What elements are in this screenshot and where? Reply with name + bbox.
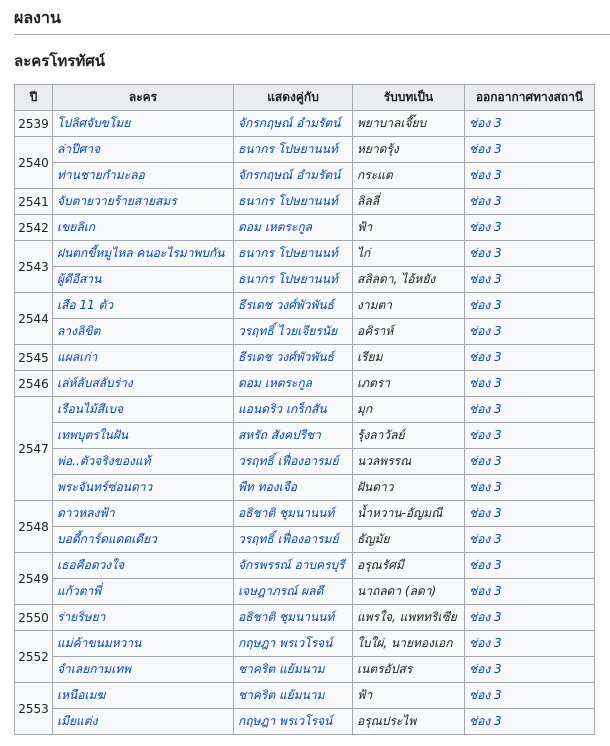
title-cell xyxy=(53,579,234,605)
station-link[interactable]: ช่อง 3 xyxy=(469,350,502,364)
co-star-cell xyxy=(234,423,353,449)
co-star-cell xyxy=(234,579,353,605)
table-row xyxy=(15,111,595,137)
station-link[interactable]: ช่อง 3 xyxy=(469,376,502,390)
table-row xyxy=(15,605,595,631)
station-link[interactable]: ช่อง 3 xyxy=(469,714,502,728)
year-cell: 2549 xyxy=(15,553,53,605)
drama-title-link[interactable]: ล่าปีศาจ xyxy=(57,142,101,156)
role-cell: ฝันดาว xyxy=(353,475,465,501)
subsection-heading: ละครโทรทัศน์ xyxy=(14,52,106,70)
title-cell xyxy=(53,423,234,449)
tv-drama-table xyxy=(14,84,595,735)
table-row xyxy=(15,657,595,683)
station-link[interactable]: ช่อง 3 xyxy=(469,402,502,416)
station-cell xyxy=(465,319,595,345)
co-star-cell xyxy=(234,449,353,475)
drama-title-link[interactable]: เมียแต่ง xyxy=(57,714,98,728)
co-star-cell xyxy=(234,163,353,189)
station-cell xyxy=(465,111,595,137)
role-cell: ธัญมัย xyxy=(353,527,465,553)
station-cell xyxy=(465,449,595,475)
role-cell: เรียม xyxy=(353,345,465,371)
station-link[interactable]: ช่อง 3 xyxy=(469,584,502,598)
drama-title-link[interactable]: เรือนไม้สีเบจ xyxy=(57,402,123,416)
drama-title-link[interactable]: จำเลยกามเทพ xyxy=(57,662,132,676)
station-cell xyxy=(465,293,595,319)
table-row xyxy=(15,163,595,189)
station-link[interactable]: ช่อง 3 xyxy=(469,272,502,286)
station-link[interactable]: ช่อง 3 xyxy=(469,454,502,468)
drama-title-link[interactable]: แก้วตาพี่ xyxy=(57,584,102,598)
co-star-cell xyxy=(234,631,353,657)
year-cell: 2539 xyxy=(15,111,53,137)
station-link[interactable]: ช่อง 3 xyxy=(469,324,502,338)
station-cell xyxy=(465,475,595,501)
station-cell xyxy=(465,215,595,241)
role-cell: นาถลดา (ลดา) xyxy=(353,579,465,605)
station-cell xyxy=(465,241,595,267)
table-row xyxy=(15,501,595,527)
station-cell xyxy=(465,163,595,189)
role-cell: ลิลลี่ xyxy=(353,189,465,215)
table-row xyxy=(15,215,595,241)
title-cell xyxy=(53,449,234,475)
title-cell xyxy=(53,631,234,657)
year-cell: 2546 xyxy=(15,371,53,397)
co-star-link[interactable]: ชาคริต แย้มนาม xyxy=(238,688,325,702)
table-row xyxy=(15,241,595,267)
drama-title-link[interactable]: เขยลิเก xyxy=(57,220,96,234)
co-star-link[interactable]: อธิชาติ ชุมนานนท์ xyxy=(238,506,335,520)
title-cell xyxy=(53,319,234,345)
drama-title-link[interactable]: แม่ค้าขนมหวาน xyxy=(57,636,142,650)
co-star-cell xyxy=(234,397,353,423)
station-cell xyxy=(465,527,595,553)
co-star-link[interactable]: พีท ทองเจือ xyxy=(238,480,297,494)
station-cell xyxy=(465,631,595,657)
year-cell: 2550 xyxy=(15,605,53,631)
co-star-link[interactable]: กฤษฎา พรเวโรจน์ xyxy=(238,714,333,728)
table-row xyxy=(15,709,595,735)
role-cell: ฟ้า xyxy=(353,215,465,241)
title-cell xyxy=(53,371,234,397)
co-star-link[interactable]: ดอม เหตระกูล xyxy=(238,220,313,234)
table-row xyxy=(15,397,595,423)
station-link[interactable]: ช่อง 3 xyxy=(469,298,502,312)
co-star-link[interactable]: ธนากร โปษยานนท์ xyxy=(238,272,338,286)
table-row xyxy=(15,137,595,163)
role-cell: น้ำหวาน-อัญมณี xyxy=(353,501,465,527)
co-star-cell xyxy=(234,241,353,267)
co-star-cell xyxy=(234,111,353,137)
title-cell xyxy=(53,553,234,579)
co-star-link[interactable]: ธนากร โปษยานนท์ xyxy=(238,142,338,156)
co-star-cell xyxy=(234,475,353,501)
station-link[interactable]: ช่อง 3 xyxy=(469,246,502,260)
co-star-cell xyxy=(234,137,353,163)
role-cell: อรุณรัศมี xyxy=(353,553,465,579)
co-star-link[interactable]: แอนดริว เกร็กสัน xyxy=(238,402,327,416)
station-link[interactable]: ช่อง 3 xyxy=(469,220,502,234)
year-cell: 2544 xyxy=(15,293,53,345)
title-cell xyxy=(53,267,234,293)
drama-title-link[interactable]: ท่านชายกำมะลอ xyxy=(57,168,145,182)
co-star-cell xyxy=(234,553,353,579)
year-cell: 2545 xyxy=(15,345,53,371)
station-cell xyxy=(465,345,595,371)
station-link[interactable]: ช่อง 3 xyxy=(469,480,502,494)
role-cell: รุ้งลาวัลย์ xyxy=(353,423,465,449)
co-star-cell xyxy=(234,371,353,397)
drama-title-link[interactable]: บอดี้การ์ดแดดเดียว xyxy=(57,532,157,546)
station-link[interactable]: ช่อง 3 xyxy=(469,662,502,676)
drama-title-link[interactable]: เสือ 11 ตัว xyxy=(57,298,114,312)
station-cell xyxy=(465,137,595,163)
station-cell xyxy=(465,709,595,735)
title-cell xyxy=(53,189,234,215)
year-cell: 2540 xyxy=(15,137,53,189)
role-cell: แพรใจ, แพททริเซีย xyxy=(353,605,465,631)
title-cell xyxy=(53,293,234,319)
co-star-link[interactable]: ธีรเดช วงศ์พัวพันธ์ xyxy=(238,298,334,312)
role-cell: มุก xyxy=(353,397,465,423)
station-link[interactable]: ช่อง 3 xyxy=(469,116,502,130)
co-star-cell xyxy=(234,683,353,709)
section-heading: ผลงาน xyxy=(14,6,610,35)
table-header-row xyxy=(15,85,595,111)
title-cell xyxy=(53,163,234,189)
co-star-cell xyxy=(234,189,353,215)
co-star-cell xyxy=(234,501,353,527)
role-cell: เนตรอัปสร xyxy=(353,657,465,683)
co-star-link[interactable]: ดอม เหตระกูล xyxy=(238,376,313,390)
title-cell xyxy=(53,709,234,735)
table-row xyxy=(15,683,595,709)
drama-title-link[interactable]: ฝนตกขี้หมูไหล คนอะไรมาพบกัน xyxy=(57,246,225,260)
drama-title-link[interactable]: จับตายวายร้ายสายสมร xyxy=(57,194,177,208)
station-cell xyxy=(465,605,595,631)
drama-title-link[interactable]: เหนือเมฆ xyxy=(57,688,106,702)
station-link[interactable]: ช่อง 3 xyxy=(469,506,502,520)
header-role: รับบทเป็น xyxy=(353,85,465,111)
role-cell: หยาดรุ้ง xyxy=(353,137,465,163)
table-row xyxy=(15,345,595,371)
year-cell: 2552 xyxy=(15,631,53,683)
role-cell: พยาบาลเจี๊ยบ xyxy=(353,111,465,137)
station-cell xyxy=(465,579,595,605)
title-cell xyxy=(53,683,234,709)
co-star-cell xyxy=(234,527,353,553)
station-link[interactable]: ช่อง 3 xyxy=(469,636,502,650)
role-cell: ไก่ xyxy=(353,241,465,267)
drama-title-link[interactable]: ผู้ดีอีสาน xyxy=(57,272,102,286)
table-row xyxy=(15,527,595,553)
drama-title-link[interactable]: ดาวหลงฟ้า xyxy=(57,506,115,520)
station-link[interactable]: ช่อง 3 xyxy=(469,688,502,702)
station-link[interactable]: ช่อง 3 xyxy=(469,168,502,182)
co-star-link[interactable]: วรฤทธิ์ ไวยเจียรนัย xyxy=(238,324,338,338)
co-star-cell xyxy=(234,319,353,345)
role-cell: อคิราห์ xyxy=(353,319,465,345)
station-cell xyxy=(465,657,595,683)
co-star-link[interactable]: ธนากร โปษยานนท์ xyxy=(238,246,338,260)
co-star-link[interactable]: อธิชาติ ชุมนานนท์ xyxy=(238,610,335,624)
title-cell xyxy=(53,605,234,631)
drama-title-link[interactable]: โปลิศจับขโมย xyxy=(57,116,131,130)
title-cell xyxy=(53,475,234,501)
header-year: ปี xyxy=(15,85,53,111)
drama-title-link[interactable]: เทพบุตรในฝัน xyxy=(57,428,129,442)
drama-title-link[interactable]: ร่ายริษยา xyxy=(57,610,106,624)
title-cell xyxy=(53,657,234,683)
co-star-link[interactable]: ชาคริต แย้มนาม xyxy=(238,662,325,676)
table-row xyxy=(15,475,595,501)
header-station: ออกอากาศทางสถานี xyxy=(465,85,595,111)
year-cell: 2548 xyxy=(15,501,53,553)
station-cell xyxy=(465,267,595,293)
header-co-star: แสดงคู่กับ xyxy=(234,85,353,111)
table-row xyxy=(15,423,595,449)
station-link[interactable]: ช่อง 3 xyxy=(469,558,502,572)
title-cell xyxy=(53,397,234,423)
station-link[interactable]: ช่อง 3 xyxy=(469,142,502,156)
year-cell: 2541 xyxy=(15,189,53,215)
table-row xyxy=(15,293,595,319)
table-row xyxy=(15,371,595,397)
table-row xyxy=(15,319,595,345)
station-cell xyxy=(465,501,595,527)
drama-title-link[interactable]: เล่ห์ลับสลับร่าง xyxy=(57,376,133,390)
table-row xyxy=(15,631,595,657)
role-cell: กระแต xyxy=(353,163,465,189)
drama-title-link[interactable]: ลางลิขิต xyxy=(57,324,101,338)
role-cell: นวลพรรณ xyxy=(353,449,465,475)
title-cell xyxy=(53,501,234,527)
station-cell xyxy=(465,683,595,709)
co-star-link[interactable]: วรฤทธิ์ เฟื่องอารมย์ xyxy=(238,454,339,468)
header-title: ละคร xyxy=(53,85,234,111)
co-star-link[interactable]: วรฤทธิ์ เฟื่องอารมย์ xyxy=(238,532,339,546)
co-star-cell xyxy=(234,657,353,683)
role-cell: ใบใผ่, นายทองเอก xyxy=(353,631,465,657)
co-star-link[interactable]: กฤษฎา พรเวโรจน์ xyxy=(238,636,333,650)
co-star-cell xyxy=(234,293,353,319)
station-link[interactable]: ช่อง 3 xyxy=(469,428,502,442)
title-cell xyxy=(53,345,234,371)
drama-title-link[interactable]: พระจันทร์ซ่อนดาว xyxy=(57,480,153,494)
title-cell xyxy=(53,137,234,163)
role-cell: ฟ้า xyxy=(353,683,465,709)
co-star-link[interactable]: เจษฎาภรณ์ ผลดี xyxy=(238,584,324,598)
station-link[interactable]: ช่อง 3 xyxy=(469,532,502,546)
co-star-cell xyxy=(234,709,353,735)
co-star-cell xyxy=(234,215,353,241)
role-cell: เภตรา xyxy=(353,371,465,397)
table-row xyxy=(15,579,595,605)
title-cell xyxy=(53,215,234,241)
year-cell: 2542 xyxy=(15,215,53,241)
station-cell xyxy=(465,371,595,397)
title-cell xyxy=(53,111,234,137)
table-row xyxy=(15,553,595,579)
co-star-cell xyxy=(234,267,353,293)
co-star-link[interactable]: ธนากร โปษยานนท์ xyxy=(238,194,338,208)
year-cell: 2553 xyxy=(15,683,53,735)
drama-title-link[interactable]: พ่อ..ตัวจริงของแท้ xyxy=(57,454,151,468)
role-cell: สลิลดา, ไอ้หยัง xyxy=(353,267,465,293)
title-cell xyxy=(53,241,234,267)
role-cell: อรุณประไพ xyxy=(353,709,465,735)
table-body xyxy=(15,111,595,735)
table-row xyxy=(15,267,595,293)
table-row xyxy=(15,449,595,475)
co-star-cell xyxy=(234,345,353,371)
role-cell: งามตา xyxy=(353,293,465,319)
station-cell xyxy=(465,189,595,215)
co-star-link[interactable]: จักรกฤษณ์ อำมรัตน์ xyxy=(238,168,341,182)
table-row xyxy=(15,189,595,215)
co-star-link[interactable]: จักรกฤษณ์ อำมรัตน์ xyxy=(238,116,341,130)
title-cell xyxy=(53,527,234,553)
year-cell: 2547 xyxy=(15,397,53,501)
co-star-link[interactable]: ธีรเดช วงศ์พัวพันธ์ xyxy=(238,350,334,364)
station-cell xyxy=(465,423,595,449)
station-link[interactable]: ช่อง 3 xyxy=(469,194,502,208)
station-cell xyxy=(465,553,595,579)
drama-title-link[interactable]: แผลเก่า xyxy=(57,350,98,364)
station-cell xyxy=(465,397,595,423)
drama-title-link[interactable]: เธอคือดวงใจ xyxy=(57,558,125,572)
co-star-cell xyxy=(234,605,353,631)
year-cell: 2543 xyxy=(15,241,53,293)
co-star-link[interactable]: สหรัถ สังคปรีชา xyxy=(238,428,321,442)
station-link[interactable]: ช่อง 3 xyxy=(469,610,502,624)
co-star-link[interactable]: จักรพรรณ์ อาบครบุรี xyxy=(238,558,345,572)
